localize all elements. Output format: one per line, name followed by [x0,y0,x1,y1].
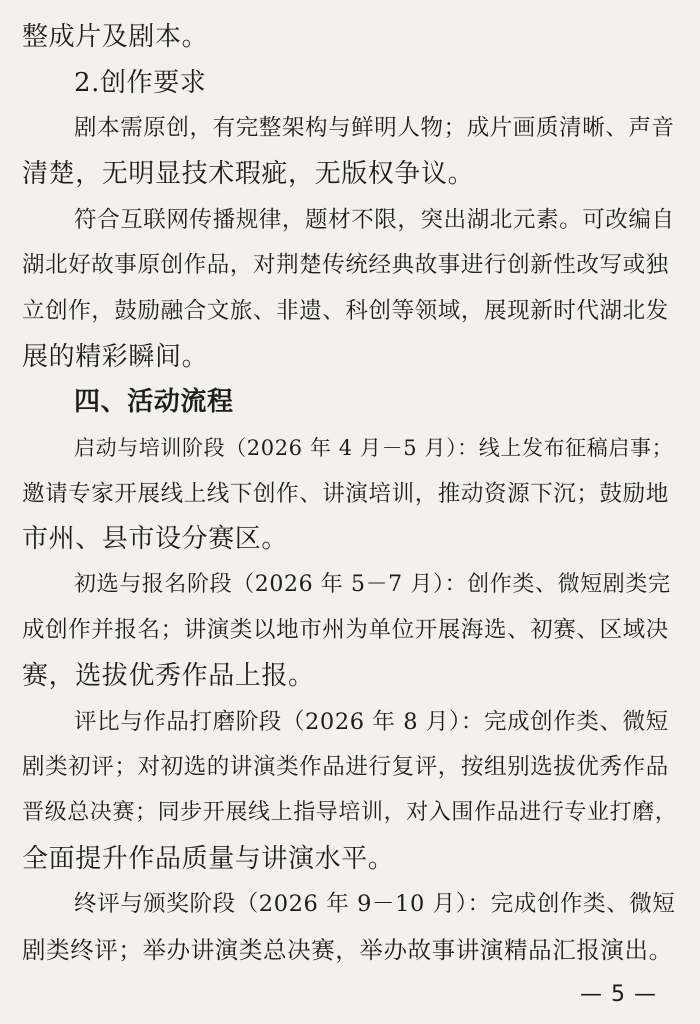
page-number: — 5 — [580,982,657,1007]
text-line: 立创作，鼓励融合文旅、非遗、科创等领域，展现新时代湖北发 [22,297,669,324]
text-line: 评比与作品打磨阶段（2026 年 8 月）：完成创作类、微短 [74,708,669,735]
subheading-line: 2.创作要求 [74,67,207,98]
text-line: 初选与报名阶段（2026 年 5－7 月）：创作类、微短剧类完 [74,571,671,597]
text-line: 全面提升作品质量与讲演水平。 [22,843,395,874]
text-line: 晋级总决赛；同步开展线上指导培训，对入围作品进行专业打磨， [22,800,678,826]
section-heading: 四、活动流程 [74,387,234,418]
text-line: 展的精彩瞬间。 [22,341,209,372]
text-line: 整成片及剧本。 [22,22,209,52]
text-line: 赛，选拔优秀作品上报。 [22,661,315,692]
text-line: 湖北好故事原创作品，对荆楚传统经典故事进行创新性改写或独 [22,252,669,279]
text-line: 剧本需原创，有完整架构与鲜明人物；成片画质清晰、声音 [74,115,675,142]
text-line: 剧类终评；举办讲演类总决赛，举办故事讲演精品汇报演出。 [22,936,673,964]
text-line: 启动与培训阶段（2026 年 4 月－5 月）：线上发布征稿启事； [74,435,674,460]
text-line: 市州、县市设分赛区。 [22,524,289,555]
text-line: 成创作并报名；讲演类以地市州为单位开展海选、初赛、区域决 [22,617,669,644]
text-line: 邀请专家开展线上线下创作、讲演培训，推动资源下沉；鼓励地 [22,480,669,507]
text-line: 终评与颁奖阶段（2026 年 9－10 月）：完成创作类、微短 [74,891,676,918]
text-line: 剧类初评；对初选的讲演类作品进行复评，按组别选拔优秀作品 [22,754,669,781]
text-line: 清楚，无明显技术瑕疵，无版权争议。 [22,158,475,189]
text-line: 符合互联网传播规律，题材不限，突出湖北元素。可改编自 [74,206,675,233]
